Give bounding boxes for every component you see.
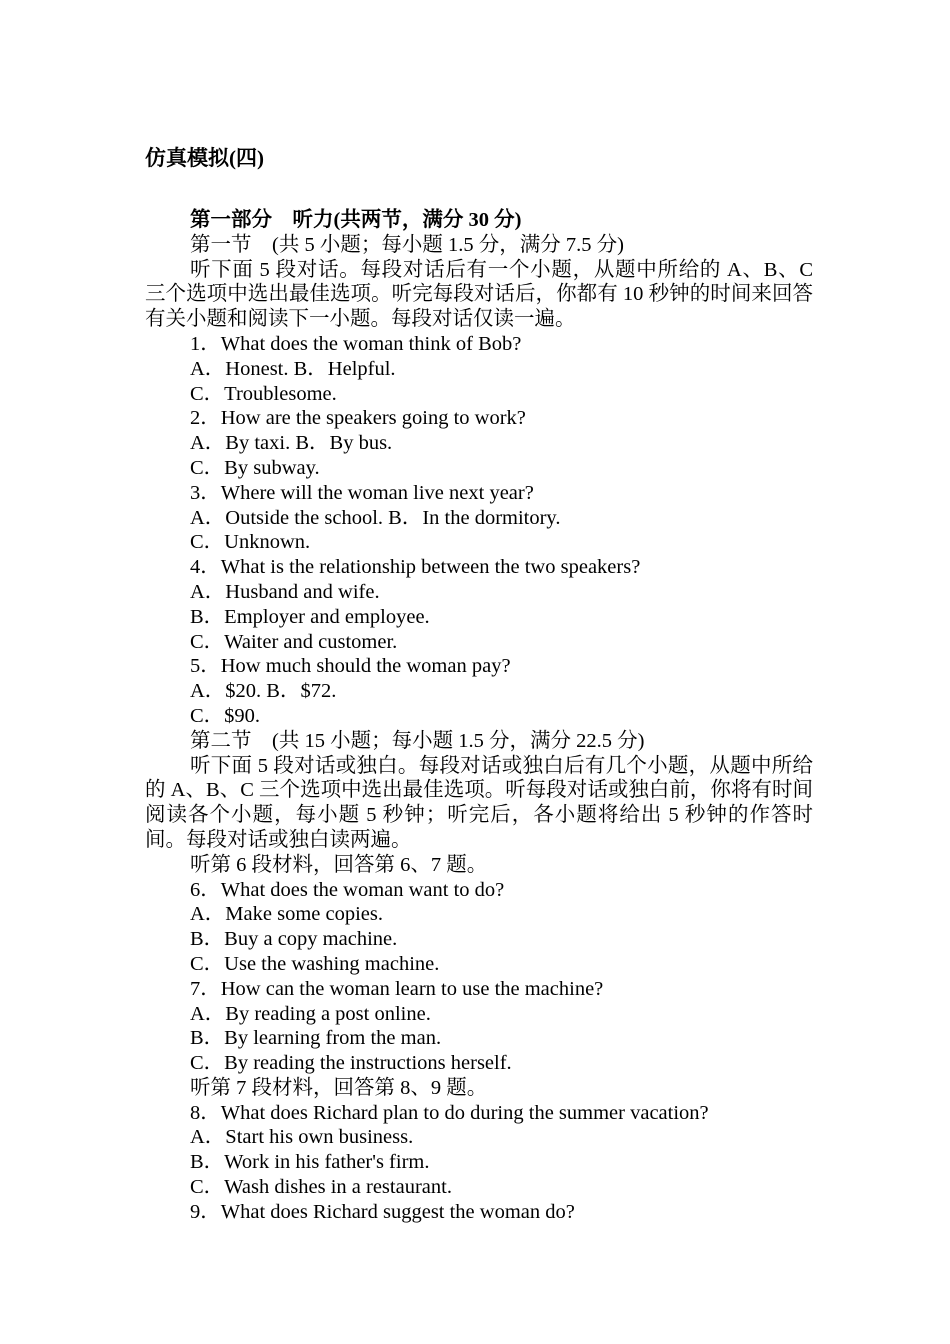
question-5: 5．How much should the woman pay?: [190, 655, 511, 678]
question-7-option-a: A．By reading a post online.: [190, 1002, 431, 1025]
question-4: 4．What is the relationship between the two speakers?: [190, 556, 641, 579]
question-8-option-c: C．Wash dishes in a restaurant.: [190, 1176, 452, 1199]
question-6-option-c: C．Use the washing machine.: [190, 952, 440, 975]
question-6: 6．What does the woman want to do?: [190, 878, 505, 901]
question-6-option-b: B．Buy a copy machine.: [190, 928, 398, 951]
question-4-option-a: A．Husband and wife.: [190, 580, 380, 603]
part1-heading: 第一部分 听力(共两节，满分 30 分): [190, 209, 522, 231]
question-8-option-b: B．Work in his father's firm.: [190, 1151, 430, 1174]
question-3: 3．Where will the woman live next year?: [190, 481, 534, 504]
question-1-options-ab: A．Honest. B．Helpful.: [190, 357, 396, 380]
question-2-options-ab: A．By taxi. B．By bus.: [190, 432, 393, 455]
material-6-note: 听第 6 段材料，回答第 6、7 题。: [190, 853, 488, 876]
question-7-option-c: C．By reading the instructions herself.: [190, 1052, 512, 1075]
section2-instructions: 听下面 5 段对话或独白。每段对话或独白后有几个小题，从题中所给的 A、B、C 三个选项中选出最佳选项。听每段对话或独白前，你将有时间阅读各个小题，每小题 5 秒钟；听完后，各小题将给出 5 秒钟的作答时间。每段对话或独白读两遍。: [145, 754, 813, 851]
document-body: [145, 208, 813, 1225]
material-7-note: 听第 7 段材料，回答第 8、9 题。: [190, 1076, 488, 1099]
question-6-option-a: A．Make some copies.: [190, 903, 383, 926]
question-8: 8．What does Richard plan to do during the summer vacation?: [190, 1101, 709, 1124]
question-5-option-c: C．$90.: [190, 704, 261, 727]
question-2-option-c: C．By subway.: [190, 456, 320, 479]
question-3-option-c: C．Unknown.: [190, 531, 311, 554]
question-7: 7．How can the woman learn to use the machine?: [190, 977, 604, 1000]
question-4-option-c: C．Waiter and customer.: [190, 630, 398, 653]
question-7-option-b: B．By learning from the man.: [190, 1027, 442, 1050]
question-8-option-a: A．Start his own business.: [190, 1126, 414, 1149]
question-1-option-c: C．Troublesome.: [190, 382, 337, 405]
question-3-options-ab: A．Outside the school. B．In the dormitory.: [190, 506, 561, 529]
section1-instructions: 听下面 5 段对话。每段对话后有一个小题，从题中所给的 A、B、C 三个选项中选出最佳选项。听完每段对话后，你都有 10 秒钟的时间来回答有关小题和阅读下一小题。每段对话仅读一遍。: [145, 258, 813, 331]
question-4-option-b: B．Employer and employee.: [190, 605, 430, 628]
question-1: 1．What does the woman think of Bob?: [190, 332, 522, 355]
question-9: 9．What does Richard suggest the woman do?: [190, 1200, 575, 1223]
question-2: 2．How are the speakers going to work?: [190, 407, 526, 430]
section2-heading: 第二节 (共 15 小题；每小题 1.5 分，满分 22.5 分): [190, 729, 645, 752]
page-title: 仿真模拟(四): [145, 146, 264, 170]
section1-heading: 第一节 (共 5 小题；每小题 1.5 分，满分 7.5 分): [190, 233, 624, 256]
question-5-options-ab: A．$20. B．$72.: [190, 680, 337, 703]
